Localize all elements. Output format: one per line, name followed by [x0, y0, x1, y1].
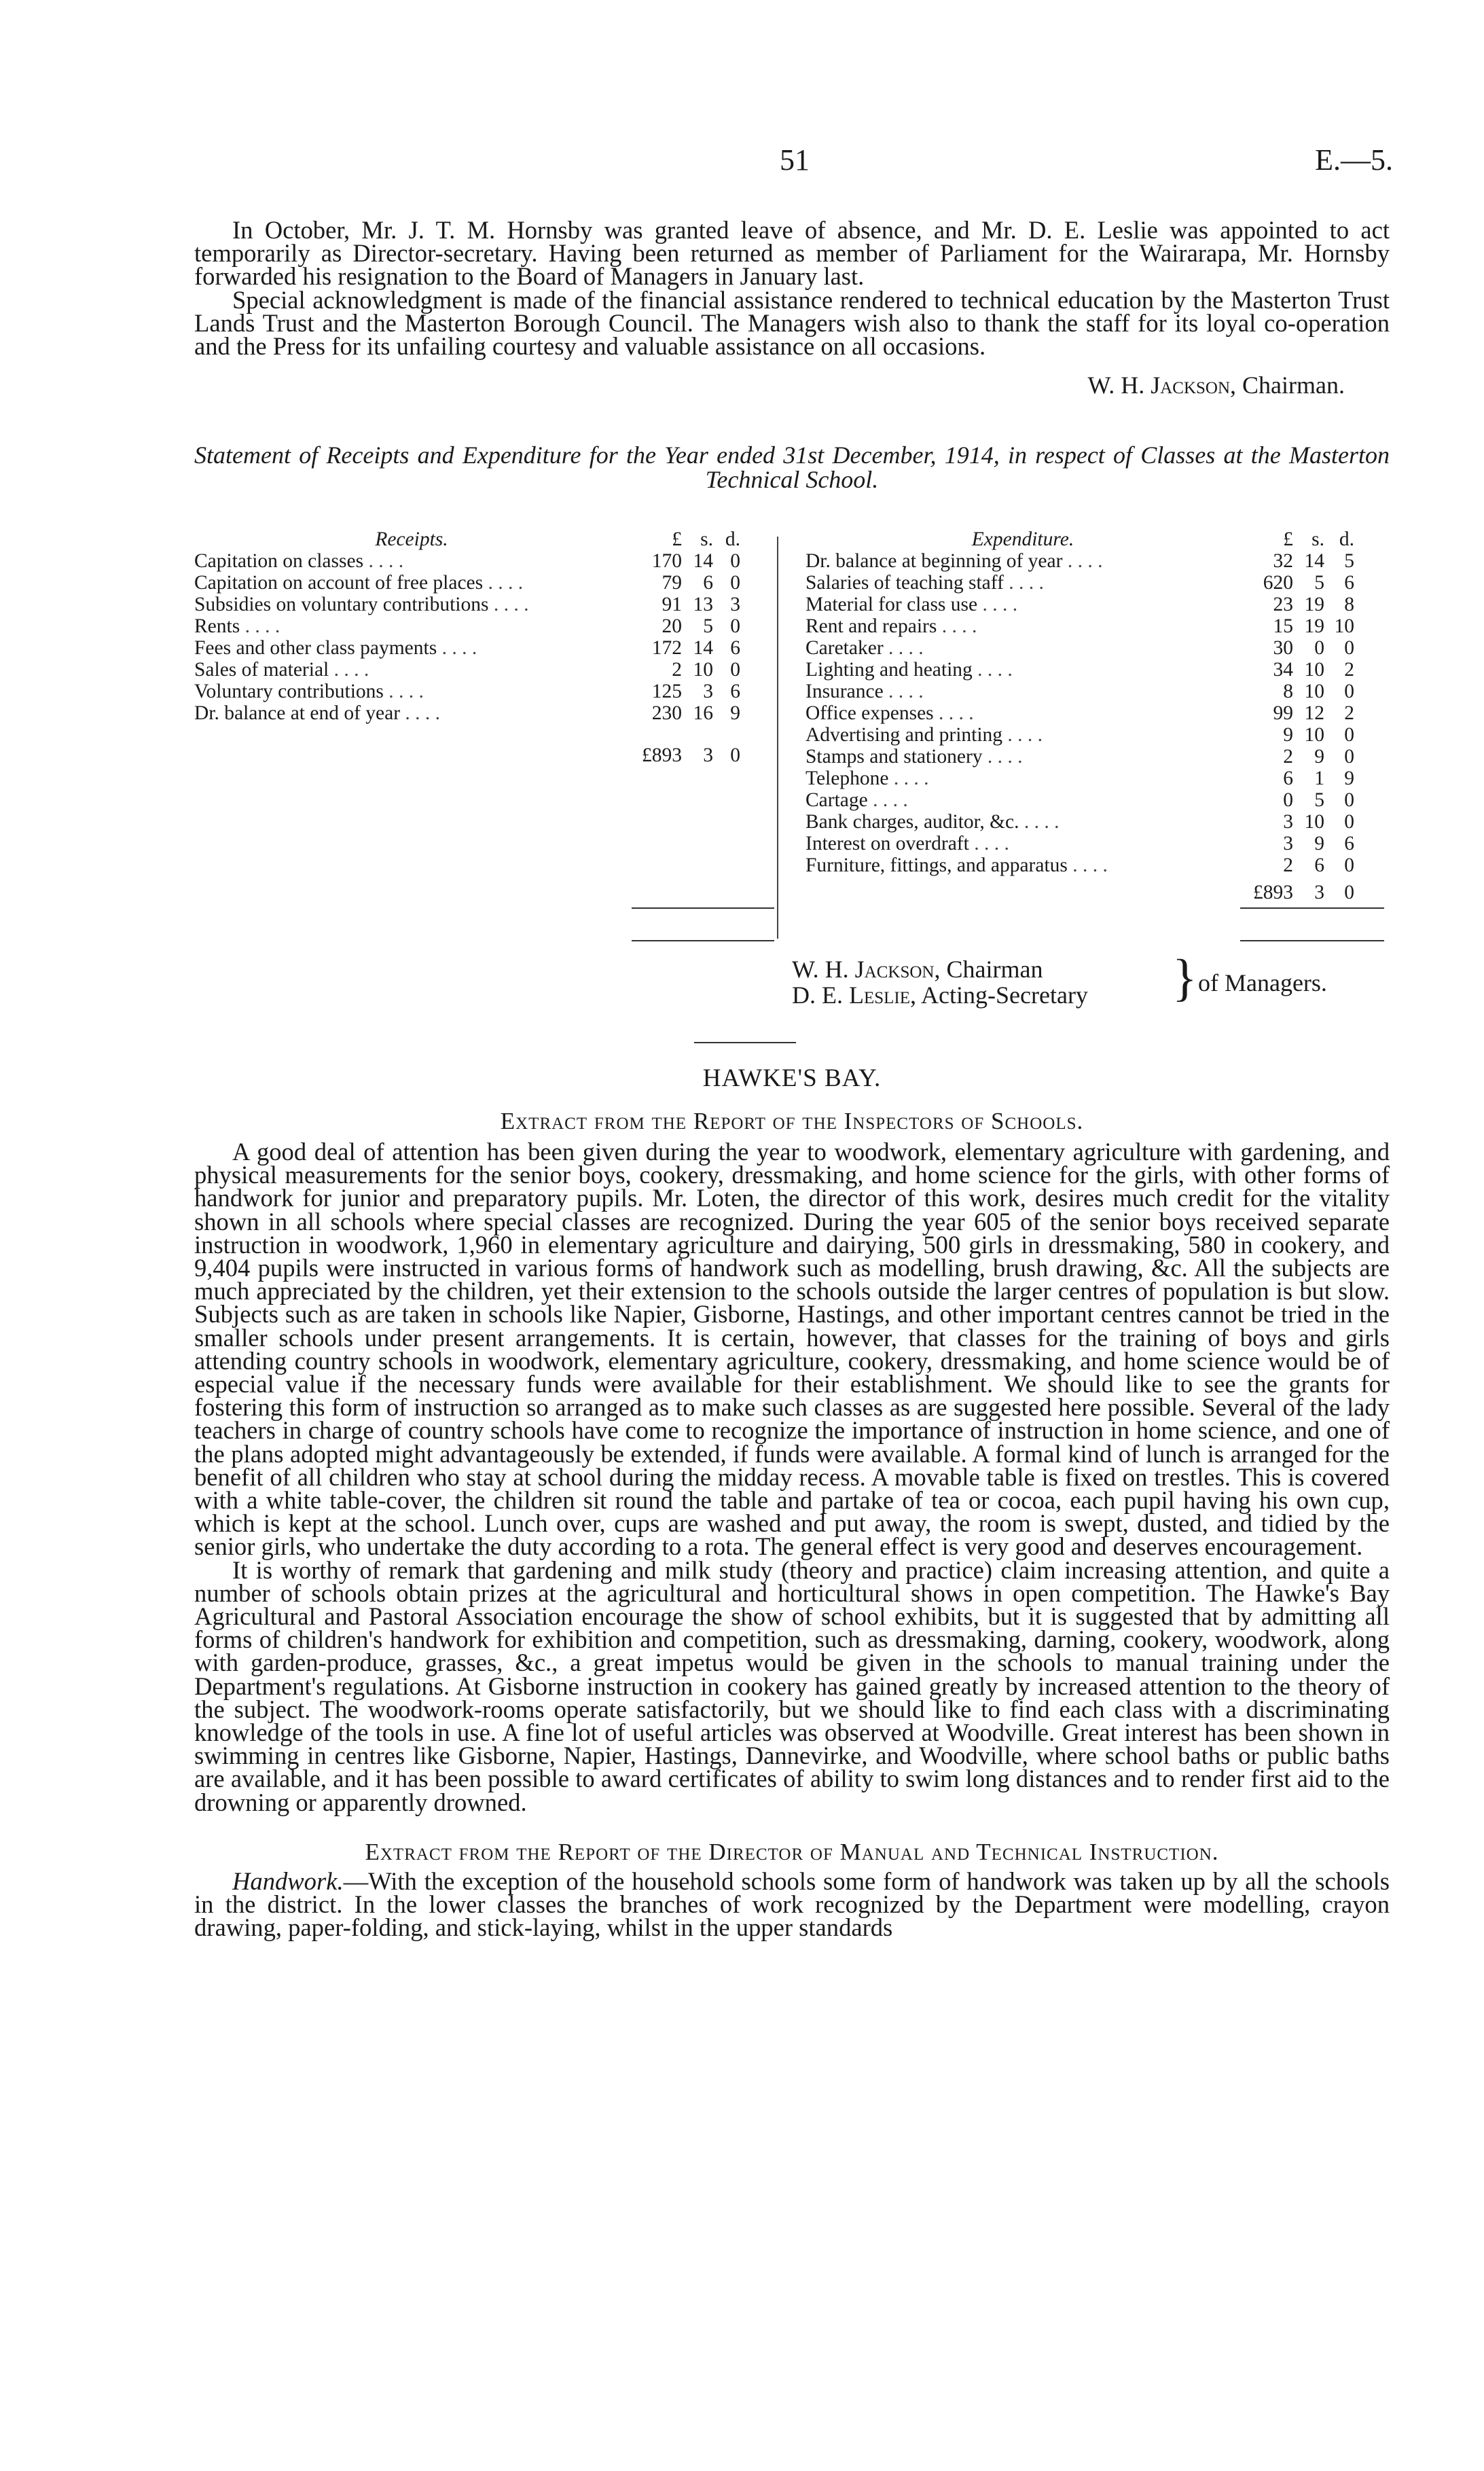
- expenditure-row: [806, 811, 1354, 833]
- document-reference: E.—5.: [1315, 143, 1393, 177]
- expenditure-shillings: 14: [1304, 550, 1324, 572]
- expenditure-shillings: 10: [1304, 659, 1324, 681]
- expenditure-row: [806, 637, 1354, 659]
- expenditure-label: [806, 572, 1240, 594]
- expenditure-row: [806, 768, 1354, 789]
- expenditure-label: [806, 681, 1240, 702]
- statement-title-block: [194, 443, 1390, 492]
- expenditure-label: [806, 702, 1240, 724]
- expenditure-row: [806, 681, 1354, 702]
- receipt-label-text: Fees and other class payments: [194, 637, 437, 659]
- expenditure-pence: 0: [1344, 789, 1354, 811]
- statement-title: Statement of Receipts and Expenditure for the Year ended 31st December, 1914, in respect of Classes at the Masterton Technical School.: [194, 441, 1390, 493]
- expenditure-shillings: 1: [1314, 768, 1324, 789]
- receipts-total-rule-top: [632, 907, 774, 909]
- expenditure-pence: 2: [1344, 702, 1354, 724]
- handwork-label: Handwork.: [232, 1866, 344, 1895]
- currency-header-shillings: s.: [1311, 528, 1324, 550]
- expenditure-label-text: Material for class use: [806, 594, 978, 615]
- expenditure-pence: 0: [1344, 724, 1354, 746]
- signatory-title: Acting-Secretary: [921, 981, 1088, 1009]
- expenditure-pounds: 15: [1273, 615, 1293, 637]
- expenditure-pounds: 620: [1263, 572, 1293, 594]
- expenditure-shillings: 5: [1314, 572, 1324, 594]
- receipt-label: [194, 702, 629, 724]
- receipts-header-row: [194, 528, 740, 550]
- expenditure-label-text: Telephone: [806, 768, 889, 789]
- expenditure-total-rule-top: [1240, 907, 1384, 909]
- receipt-pounds: 2: [672, 659, 682, 681]
- expenditure-row: [806, 594, 1354, 615]
- leader-dots: . . . .: [883, 681, 924, 702]
- receipt-pounds: 172: [651, 637, 682, 659]
- expenditure-pence: 5: [1344, 550, 1354, 572]
- receipt-label: [194, 659, 629, 681]
- receipt-row: [194, 550, 740, 572]
- expenditure-label-text: Rent and repairs: [806, 615, 937, 637]
- expenditure-pence: 6: [1344, 572, 1354, 594]
- expenditure-label-text: Dr. balance at beginning of year: [806, 550, 1063, 572]
- expenditure-label: [806, 724, 1240, 746]
- leader-dots: . . . .: [937, 615, 977, 637]
- receipt-pence: 0: [730, 615, 740, 637]
- expenditure-total-pence: 0: [1344, 882, 1354, 903]
- expenditure-row: [806, 615, 1354, 637]
- expenditure-label-text: Bank charges, auditor, &c.: [806, 811, 1019, 833]
- receipt-row: [194, 615, 740, 637]
- receipt-shillings: 6: [703, 572, 713, 594]
- leader-dots: . . . .: [363, 550, 404, 572]
- expenditure-label: [806, 833, 1240, 854]
- receipt-pence: 0: [730, 659, 740, 681]
- expenditure-label-text: Cartage: [806, 789, 868, 811]
- expenditure-pounds: 8: [1283, 681, 1293, 702]
- receipt-label: [194, 594, 629, 615]
- receipt-label-text: Subsidies on voluntary contributions: [194, 594, 489, 615]
- leader-dots: . . . .: [883, 637, 924, 659]
- expenditure-row: [806, 550, 1354, 572]
- leader-dots: . . . .: [867, 789, 908, 811]
- receipt-shillings: 3: [703, 681, 713, 702]
- expenditure-pence: 0: [1344, 854, 1354, 876]
- expenditure-label: [806, 768, 1240, 789]
- expenditure-label: [806, 789, 1240, 811]
- receipt-row: [194, 637, 740, 659]
- expenditure-pence: 9: [1344, 768, 1354, 789]
- receipt-label: [194, 681, 629, 702]
- expenditure-row: [806, 724, 1354, 746]
- expenditure-pounds: 23: [1273, 594, 1293, 615]
- expenditure-row: [806, 572, 1354, 594]
- currency-header-shillings: s.: [700, 528, 713, 550]
- receipt-shillings: 5: [703, 615, 713, 637]
- currency-header-pounds: £: [672, 528, 682, 550]
- receipt-label: [194, 550, 629, 572]
- expenditure-label-text: Caretaker: [806, 637, 884, 659]
- director-report-subheading: Extract from the Report of the Director of Manual and Technical Instruction.: [365, 1838, 1219, 1865]
- receipt-label: [194, 615, 629, 637]
- receipt-shillings: 14: [693, 550, 713, 572]
- receipt-pence: 0: [730, 572, 740, 594]
- expenditure-label: [806, 550, 1240, 572]
- expenditure-pounds: 34: [1273, 659, 1293, 681]
- masterton-signature: [194, 373, 1345, 397]
- expenditure-pence: 0: [1344, 811, 1354, 833]
- hawkes-bay-section: [194, 1064, 1390, 1940]
- expenditure-total-pounds: £893: [1253, 882, 1293, 903]
- expenditure-pence: 10: [1334, 615, 1354, 637]
- receipt-label: [194, 572, 629, 594]
- expenditure-pounds: 2: [1283, 746, 1293, 768]
- expenditure-pence: 8: [1344, 594, 1354, 615]
- expenditure-label: [806, 811, 1240, 833]
- receipt-pence: 3: [730, 594, 740, 615]
- signatory-name: W. H. Jackson,: [792, 956, 941, 983]
- expenditure-shillings: 0: [1314, 637, 1324, 659]
- receipt-shillings: 14: [693, 637, 713, 659]
- receipts-total-shillings: 3: [703, 744, 713, 766]
- receipt-shillings: 13: [693, 594, 713, 615]
- signatory-1: [792, 956, 1088, 982]
- receipt-shillings: 16: [693, 702, 713, 724]
- expenditure-pence: 0: [1344, 681, 1354, 702]
- masterton-paragraph-1: In October, Mr. J. T. M. Hornsby was granted leave of absence, and Mr. D. E. Leslie was appointed to act temporarily as Director-secretary. Having been returned as member of Parliament for the Wairarapa, Mr. Hornsby forwarded his resignation to the Board of Managers in January last.: [194, 216, 1390, 291]
- expenditure-label-text: Office expenses: [806, 702, 934, 724]
- receipt-pounds: 20: [662, 615, 682, 637]
- expenditure-pounds: 3: [1283, 833, 1293, 854]
- signatory-2: [792, 982, 1088, 1008]
- receipts-total-pounds: £893: [642, 744, 682, 766]
- receipts-total-rule-bottom: [632, 940, 774, 941]
- section-divider: [694, 1042, 796, 1043]
- receipt-shillings: 10: [693, 659, 713, 681]
- signatories-block: [792, 956, 1088, 1008]
- expenditure-row: [806, 702, 1354, 724]
- leader-dots: . . . .: [972, 659, 1013, 681]
- receipt-row: [194, 702, 740, 724]
- receipt-row: [194, 681, 740, 702]
- receipt-row: [194, 594, 740, 615]
- hawkes-bay-paragraph-3: [194, 1866, 1390, 1942]
- receipts-table: [194, 528, 740, 766]
- receipt-pounds: 125: [651, 681, 682, 702]
- currency-header-pence: d.: [1339, 528, 1354, 550]
- leader-dots: . . . .: [1002, 724, 1043, 746]
- expenditure-label-text: Furniture, fittings, and apparatus: [806, 854, 1068, 876]
- expenditure-shillings: 10: [1304, 681, 1324, 702]
- masterton-paragraph-2: Special acknowledgment is made of the financial assistance rendered to technical education by the Masterton Trust Lands Trust and the Masterton Borough Council. The Managers wish also to thank the staff for its loyal co-operation and the Press for its unfailing courtesy and valuable assistance on all occasions.: [194, 285, 1390, 361]
- receipt-pence: 0: [730, 550, 740, 572]
- leader-dots: . . . .: [483, 572, 524, 594]
- expenditure-row: [806, 746, 1354, 768]
- expenditure-table: [806, 528, 1354, 903]
- inspectors-report-subheading: Extract from the Report of the Inspectors of Schools.: [500, 1108, 1084, 1134]
- leader-dots: . . . .: [969, 833, 1009, 854]
- leader-dots: . . . .: [240, 615, 280, 637]
- hawkes-bay-heading: HAWKE'S BAY.: [702, 1064, 882, 1092]
- expenditure-shillings: 19: [1304, 615, 1324, 637]
- signature-name: W. H. Jackson,: [1087, 372, 1237, 399]
- receipt-label-text: Capitation on account of free places: [194, 572, 484, 594]
- expenditure-pence: 2: [1344, 659, 1354, 681]
- expenditure-pounds: 3: [1283, 811, 1293, 833]
- receipt-pounds: 230: [651, 702, 682, 724]
- signatory-name: D. E. Leslie,: [792, 981, 917, 1009]
- receipt-row: [194, 659, 740, 681]
- expenditure-row: [806, 854, 1354, 876]
- leader-dots: . . . .: [437, 637, 477, 659]
- receipt-pounds: 170: [651, 550, 682, 572]
- leader-dots: . . . .: [383, 681, 424, 702]
- receipt-row: [194, 572, 740, 594]
- receipt-pounds: 79: [662, 572, 682, 594]
- statement-column-divider: [777, 537, 778, 939]
- hawkes-bay-paragraph-2: It is worthy of remark that gardening and milk study (theory and practice) claim increasing attention, and quite a number of schools obtain prizes at the agricultural and horticultural shows in open competition. The Hawke's Bay Agricultural and Pastoral Association encourage the show of school exhibits, but it is suggested that by admitting all forms of children's handwork for exhibition and competition, such as dressmaking, darning, cookery, woodwork, along with garden-produce, grasses, &c., a great impetus would be given in the schools to manual training under the Department's regulations. At Gisborne instruction in cookery has gained greatly by increased attention to the theory of the subject. The woodwork-rooms operate satisfactorily, but we should like to find each class with a discriminating knowledge of the tools in use. A fine lot of useful articles was observed at Woodville. Great interest has been shown in swimming in centres like Gisborne, Napier, Hastings, Dannevirke, and Woodville, where school baths or public baths are available, and it has been possible to award certificates of ability to swim long distances and to render first aid to the drowning or apparently drowned.: [194, 1555, 1390, 1816]
- expenditure-label: [806, 594, 1240, 615]
- receipt-label: [194, 637, 629, 659]
- expenditure-label-text: Stamps and stationery: [806, 746, 983, 768]
- expenditure-total-row: [806, 876, 1354, 903]
- leader-dots: . . . .: [933, 702, 974, 724]
- expenditure-shillings: 10: [1304, 811, 1324, 833]
- expenditure-shillings: 5: [1314, 789, 1324, 811]
- expenditure-label-text: Advertising and printing: [806, 724, 1003, 746]
- expenditure-pounds: 2: [1283, 854, 1293, 876]
- masterton-section: [194, 216, 1390, 399]
- expenditure-pounds: 99: [1273, 702, 1293, 724]
- leader-dots: . . . .: [1062, 550, 1103, 572]
- hawkes-bay-paragraph-1: A good deal of attention has been given during the year to woodwork, elementary agriculture with gardening, and physical measurements for the senior boys, cookery, dressmaking, and home science for the girls, with other forms of handwork for junior and preparatory pupils. Mr. Loten, the director of this work, desires much credit for the vitality shown in all schools where special classes are recognized. During the year 605 of the senior boys received separate instruction in woodwork, 1,960 in elementary agriculture and dairying, 500 girls in dressmaking, 580 in cookery, and 9,404 pupils were instructed in various forms of handwork such as modelling, brush drawing, &c. All the subjects are much appreciated by the children, yet their extension to the schools outside the larger centres of population is but slow. Subjects such as are taken in schools like Napier, Gisborne, Hastings, and other important centres cannot be tried in the smaller schools under present arrangements. It is certain, however, that classes for the training of boys and girls attending country schools in woodwork, elementary agriculture, cookery, dressmaking, and home science would be of especial value if the necessary funds were available for their establishment. We should like to see the grants for fostering this form of instruction so arranged as to make such classes as are suggested here possible. Several of the lady teachers in charge of country schools have come to recognize the importance of instruction in home science, and one of the plans adopted might advantageously be extended, if funds were available. A formal kind of lunch is arranged for the benefit of all children who stay at school during the midday recess. A movable table is fixed on trestles. This is covered with a white table-cover, the children sit round the table and partake of tea or cocoa, each pupil having his own cup, which is kept at the school. Lunch over, cups are washed and put away, the room is swept, dusted, and tidied by the senior girls, who undertake the duty according to a rota. The general effect is very good and deserves encouragement.: [194, 1138, 1390, 1561]
- expenditure-row: [806, 789, 1354, 811]
- expenditure-shillings: 10: [1304, 724, 1324, 746]
- expenditure-pence: 0: [1344, 746, 1354, 768]
- receipt-label-text: Capitation on classes: [194, 550, 364, 572]
- expenditure-pounds: 9: [1283, 724, 1293, 746]
- currency-header-pounds: £: [1283, 528, 1293, 550]
- expenditure-label-text: Salaries of teaching staff: [806, 572, 1004, 594]
- expenditure-label: [806, 637, 1240, 659]
- expenditure-pounds: 32: [1273, 550, 1293, 572]
- expenditure-pounds: 30: [1273, 637, 1293, 659]
- expenditure-pence: 6: [1344, 833, 1354, 854]
- brace-glyph: }: [1172, 950, 1197, 1007]
- leader-dots: . . . .: [329, 659, 369, 681]
- expenditure-label-text: Lighting and heating: [806, 659, 973, 681]
- expenditure-pence: 0: [1344, 637, 1354, 659]
- expenditure-row: [806, 659, 1354, 681]
- leader-dots: . . . .: [977, 594, 1018, 615]
- leader-dots: . . . .: [888, 768, 929, 789]
- leader-dots: . . . .: [982, 746, 1023, 768]
- expenditure-label: [806, 746, 1240, 768]
- expenditure-label: [806, 854, 1240, 876]
- signature-title: Chairman.: [1242, 372, 1345, 399]
- expenditure-label: [806, 659, 1240, 681]
- handwork-text: —With the exception of the household schools some form of handwork was taken up by all the schools in the district. In the lower classes the branches of work recognized by the Department were modelling, crayon drawing, paper-folding, and stick-laying, whilst in the upper standards: [194, 1866, 1390, 1942]
- leader-dots: . . . .: [1067, 854, 1108, 876]
- expenditure-shillings: 9: [1314, 746, 1324, 768]
- receipt-label-text: Dr. balance at end of year: [194, 702, 401, 724]
- receipt-label-text: Sales of material: [194, 659, 329, 681]
- expenditure-pounds: 0: [1283, 789, 1293, 811]
- expenditure-total-shillings: 3: [1314, 882, 1324, 903]
- receipts-total-pence: 0: [730, 744, 740, 766]
- receipt-label-text: Rents: [194, 615, 240, 637]
- expenditure-shillings: 9: [1314, 833, 1324, 854]
- receipts-total-row: [194, 724, 740, 766]
- expenditure-row: [806, 833, 1354, 854]
- expenditure-shillings: 12: [1304, 702, 1324, 724]
- receipt-label-text: Voluntary contributions: [194, 681, 384, 702]
- expenditure-pounds: 6: [1283, 768, 1293, 789]
- receipt-pounds: 91: [662, 594, 682, 615]
- expenditure-header-row: [806, 528, 1354, 550]
- currency-header-pence: d.: [725, 528, 740, 550]
- receipt-pence: 9: [730, 702, 740, 724]
- signatory-title: Chairman: [946, 956, 1043, 983]
- leader-dots: . . . .: [1019, 811, 1060, 833]
- expenditure-shillings: 6: [1314, 854, 1324, 876]
- page-number: 51: [780, 143, 810, 177]
- expenditure-label-text: Insurance: [806, 681, 884, 702]
- expenditure-header: Expenditure.: [971, 528, 1074, 550]
- leader-dots: . . . .: [400, 702, 441, 724]
- expenditure-shillings: 19: [1304, 594, 1324, 615]
- expenditure-total-rule-bottom: [1240, 940, 1384, 941]
- expenditure-label: [806, 615, 1240, 637]
- receipts-header: Receipts.: [375, 528, 448, 550]
- board-label: of Managers.: [1198, 969, 1327, 996]
- expenditure-label-text: Interest on overdraft: [806, 833, 969, 854]
- receipt-pence: 6: [730, 637, 740, 659]
- receipt-pence: 6: [730, 681, 740, 702]
- leader-dots: . . . .: [1003, 572, 1044, 594]
- leader-dots: . . . .: [488, 594, 529, 615]
